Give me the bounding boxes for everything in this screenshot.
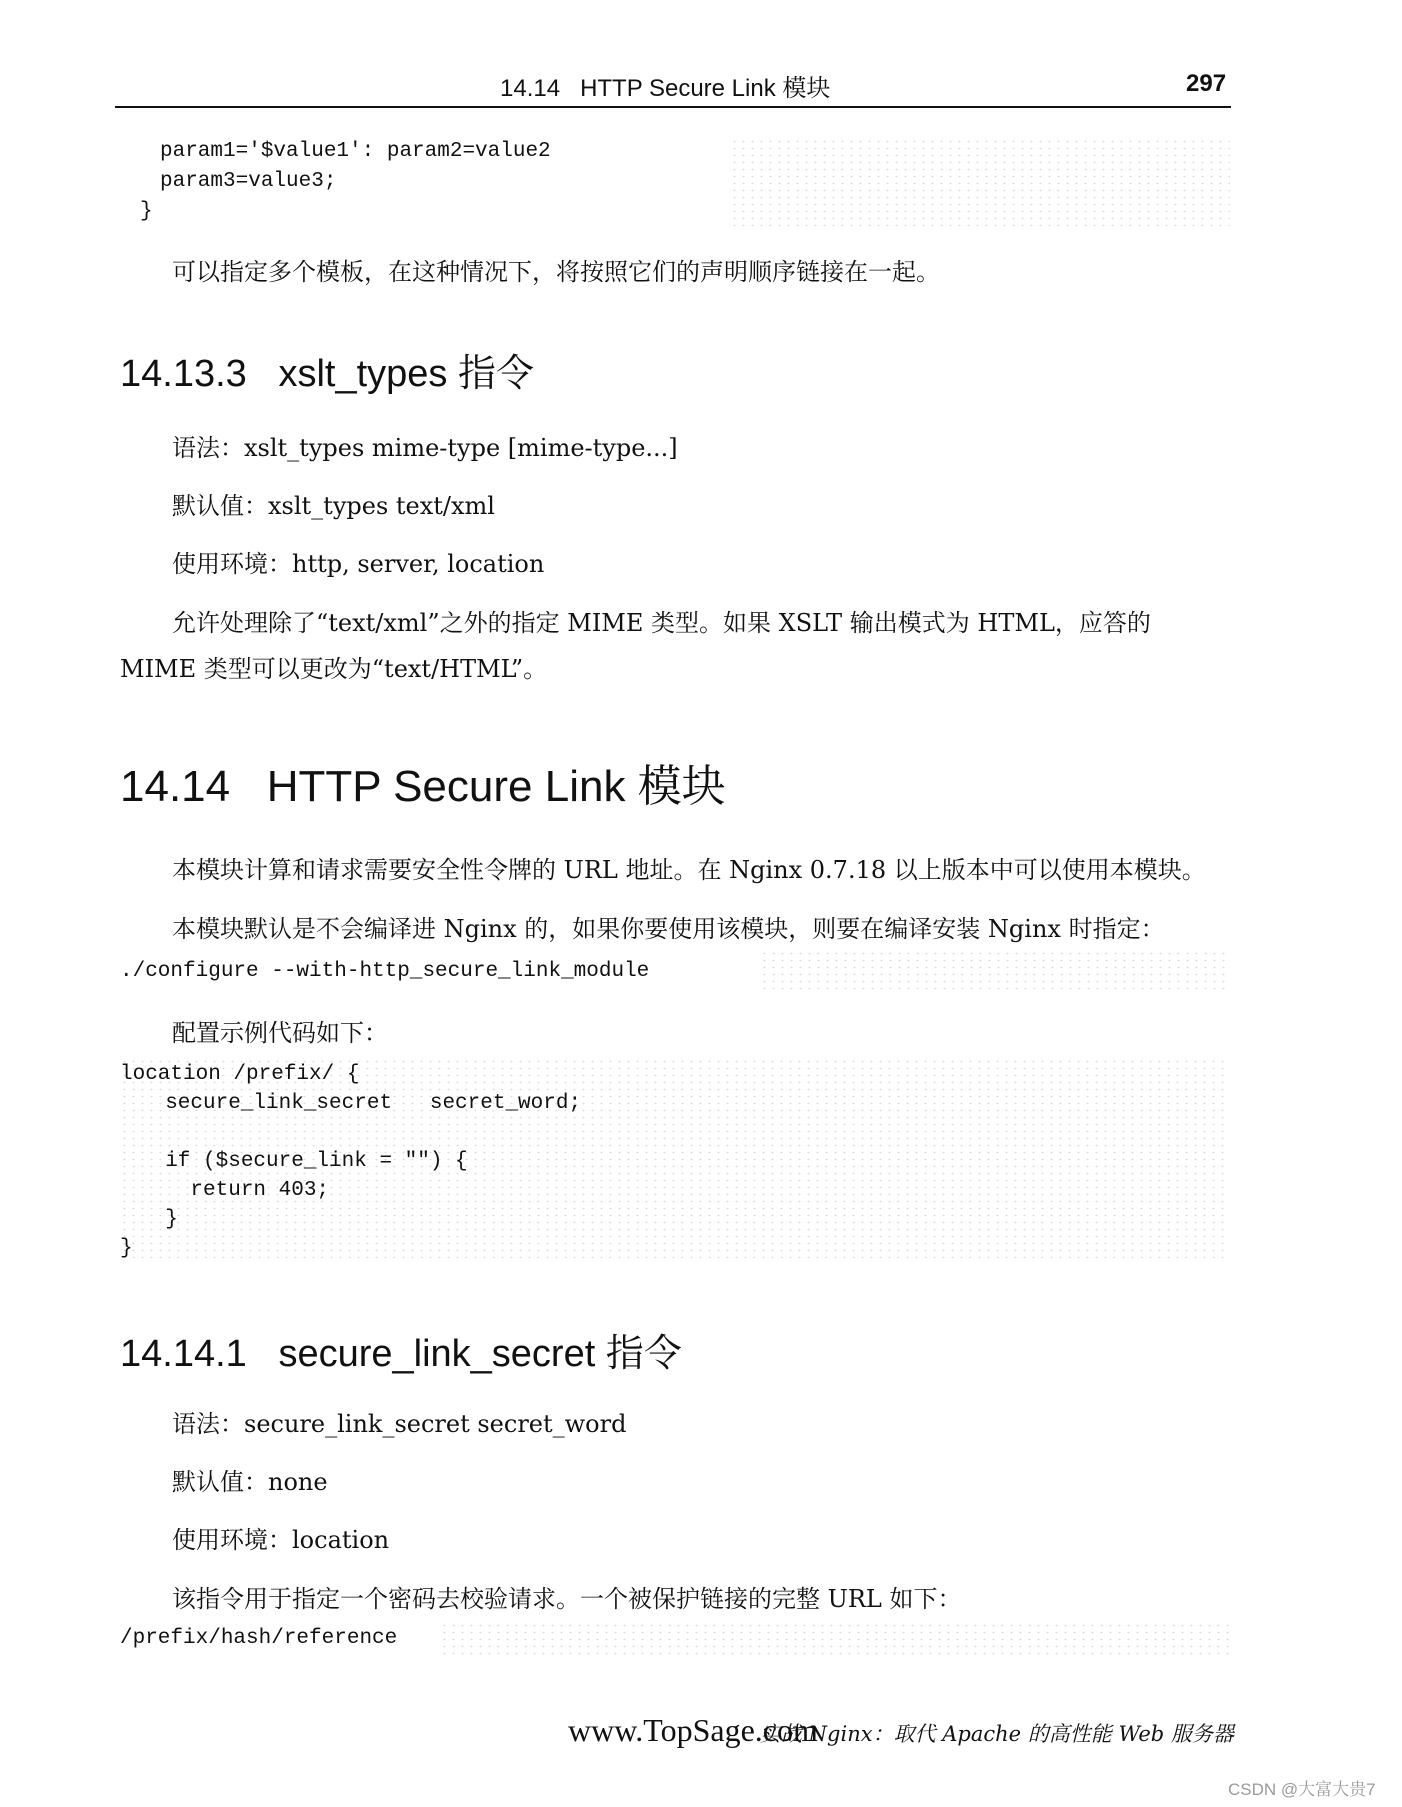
code-line: if ($secure_link = "") { [140,1150,468,1173]
directive-syntax: 语法：xslt_types mime-type [mime-type...] [172,434,678,462]
code-line: return 403; [140,1179,330,1202]
code-line: } [120,1237,133,1260]
footer-site: www.TopSage.com [568,1712,818,1748]
page-number: 297 [1186,70,1227,97]
footer-book-title: 实战 Nginx：取代 Apache 的高性能 Web 服务器 [760,1722,1234,1746]
chapter-heading: 14.14 HTTP Secure Link 模块 [120,762,726,811]
paragraph: 本模块默认是不会编译进 Nginx 的，如果你要使用该模块，则要在编译安装 Nginx 时指定： [172,915,1165,943]
paragraph: MIME 类型可以更改为“text/HTML”。 [120,655,548,683]
url-pattern: /prefix/hash/reference [120,1627,398,1650]
paragraph: 可以指定多个模板，在这种情况下，将按照它们的声明顺序链接在一起。 [172,258,940,286]
code-line: } [140,1208,178,1231]
code-shading [760,950,1230,990]
directive-default: 默认值：xslt_types text/xml [172,492,495,520]
header-rule [115,106,1231,108]
code-line: } [140,200,153,223]
csdn-watermark: CSDN @大富大贵7 [1228,1780,1376,1799]
section-heading: 14.13.3 xslt_types 指令 [120,353,534,395]
paragraph: 该指令用于指定一个密码去校验请求。一个被保护链接的完整 URL 如下： [172,1585,962,1613]
directive-context: 使用环境：http, server, location [172,550,545,578]
section-heading: 14.14.1 secure_link_secret 指令 [120,1333,682,1375]
directive-context: 使用环境：location [172,1526,390,1554]
running-title: 14.14 HTTP Secure Link 模块 [500,75,831,102]
paragraph: 本模块计算和请求需要安全性令牌的 URL 地址。在 Nginx 0.7.18 以上版本中可以使用本模块。 [172,856,1206,884]
directive-default: 默认值：none [172,1468,328,1496]
code-shading [730,138,1230,228]
code-shading [440,1622,1230,1658]
code-line: secure_link_secret secret_word; [140,1092,582,1115]
configure-command: ./configure --with-http_secure_link_module [120,960,650,983]
paragraph: 允许处理除了“text/xml”之外的指定 MIME 类型。如果 XSLT 输出模式为 HTML，应答的 [172,609,1151,637]
code-line: location /prefix/ { [120,1063,360,1086]
paragraph: 配置示例代码如下： [172,1019,388,1047]
code-line: param3=value3; [160,170,337,193]
code-line: param1='$value1': param2=value2 [160,140,551,163]
directive-syntax: 语法：secure_link_secret secret_word [172,1410,627,1438]
